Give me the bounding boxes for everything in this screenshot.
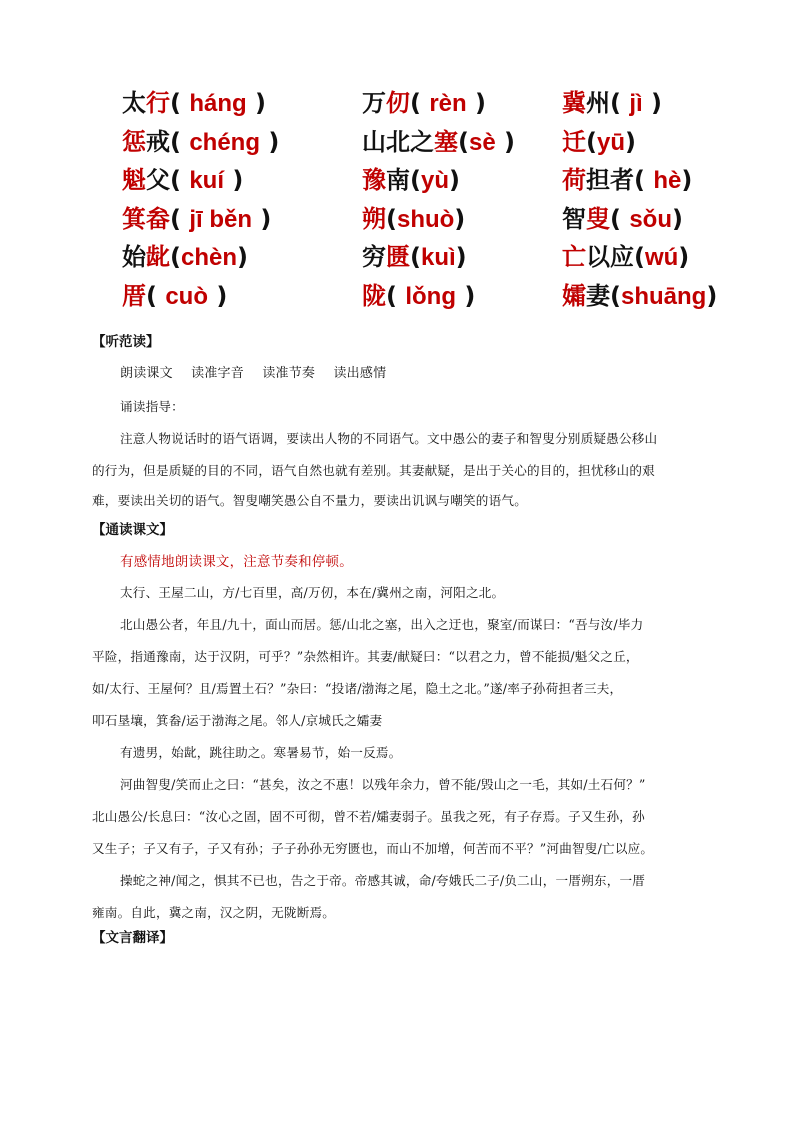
open-paren: (: [610, 204, 630, 233]
vocab-item: [362, 238, 467, 277]
vocab-highlighted-char: 荷: [562, 166, 586, 194]
text-line: 北山愚公/长息曰：“汝心之固，固不可彻，曾不若/孀妻弱子。虽我之死，有子存焉。子又生孙，孙: [92, 809, 645, 824]
open-paren: (: [146, 281, 166, 310]
close-paren: ): [466, 89, 487, 117]
open-paren: (: [458, 127, 469, 156]
vocab-pinyin: cuò: [165, 282, 208, 310]
close-paren: ): [624, 127, 636, 156]
close-paren: ): [455, 243, 467, 271]
vocab-word-part: 南: [386, 166, 410, 194]
vocab-word-part: 妻: [586, 281, 610, 310]
open-paren: (: [386, 281, 406, 310]
text-line: 河曲智叟/笑而止之曰：“甚矣，汝之不惠！以残年余力，曾不能/毁山之一毛，其如/土石何？”: [120, 777, 646, 792]
section-heading-translate: 【文言翻译】: [92, 930, 173, 946]
vocab-highlighted-char: 陇: [362, 281, 386, 310]
open-paren: (: [170, 127, 190, 156]
vocab-row: [122, 84, 742, 123]
vocab-row: [122, 123, 742, 162]
vocab-pinyin: hè: [653, 167, 682, 194]
open-paren: (: [610, 281, 621, 310]
close-paren: ): [678, 243, 690, 271]
vocab-word-part: 智: [562, 204, 586, 233]
vocab-highlighted-char: 塞: [434, 127, 458, 156]
close-paren: ): [681, 166, 693, 194]
vocab-row: [122, 200, 742, 239]
close-paren: ): [260, 127, 280, 156]
vocab-row: [122, 277, 742, 316]
vocab-pinyin: kuí: [189, 167, 225, 194]
text-line: 有遗男，始龀，跳往助之。寒暑易节，始一反焉。: [120, 745, 402, 760]
vocab-item: [562, 161, 692, 200]
vocab-highlighted-char: 豫: [362, 166, 386, 194]
vocab-pinyin: jì: [629, 90, 643, 117]
open-paren: (: [410, 243, 421, 271]
vocab-item: [122, 200, 271, 239]
close-paren: ): [224, 166, 244, 194]
vocab-highlighted-char: 龀: [146, 243, 170, 271]
open-paren: (: [386, 204, 397, 233]
vocab-pinyin: jī běn: [189, 205, 252, 233]
close-paren: ): [448, 166, 460, 194]
vocab-word-part: 以应: [586, 243, 634, 271]
vocab-pinyin: chéng: [189, 128, 261, 156]
vocab-item: [122, 84, 266, 123]
vocab-item: [562, 238, 689, 277]
vocab-highlighted-char: 惩: [122, 127, 146, 156]
vocab-row: [122, 161, 742, 200]
text-line: 北山愚公者，年且/九十，面山而居。惩/山北之塞，出入之迂也，聚室/而谋曰：“吾与汝/毕力: [120, 617, 644, 632]
close-paren: ): [454, 204, 466, 233]
vocab-word-part: 父: [146, 166, 170, 194]
close-paren: ): [208, 281, 228, 310]
vocab-pinyin: rèn: [429, 90, 467, 117]
guide-title: 诵读指导：: [120, 399, 184, 414]
vocab-highlighted-char: 叟: [586, 204, 610, 233]
vocab-pinyin: sè: [468, 128, 496, 156]
vocab-item: [122, 277, 227, 316]
vocab-word-part: 山北之: [362, 127, 434, 156]
section-heading-read: 【通读课文】: [92, 522, 173, 538]
vocab-item: [562, 84, 662, 123]
vocab-pinyin: sǒu: [629, 205, 672, 233]
vocab-pinyin: lǒng: [405, 282, 456, 310]
listen-items: [120, 362, 386, 381]
vocab-item: [362, 161, 460, 200]
vocab-item: [362, 277, 475, 316]
vocab-item: [362, 123, 515, 162]
vocab-word-part: 穷: [362, 243, 386, 271]
listen-item: 读准节奏: [262, 366, 316, 381]
open-paren: (: [170, 204, 190, 233]
vocab-pinyin: shuāng: [620, 282, 707, 310]
listen-item: 朗读课文: [120, 366, 173, 381]
vocab-word-part: 担者: [586, 166, 634, 194]
open-paren: (: [610, 89, 630, 117]
close-paren: ): [495, 127, 515, 156]
close-paren: ): [706, 281, 718, 310]
vocab-highlighted-char: 匮: [386, 243, 410, 271]
vocab-pinyin: kuì: [420, 244, 456, 271]
text-line: 叩石垦壤，箕畚/运于渤海之尾。邻人/京城氏之孀妻: [92, 713, 383, 728]
vocab-item: [562, 277, 717, 316]
vocab-pinyin: yū: [596, 128, 625, 156]
close-paren: ): [672, 204, 683, 233]
text-line: 雍南。自此，冀之南，汉之阴，无陇断焉。: [92, 905, 336, 920]
vocab-word-part: 万: [362, 89, 386, 117]
vocab-word-part: 始: [122, 243, 146, 271]
close-paren: ): [236, 243, 248, 271]
close-paren: ): [252, 204, 272, 233]
vocab-item: [362, 84, 486, 123]
vocab-pinyin: chèn: [180, 244, 237, 271]
vocab-item: [122, 123, 279, 162]
vocab-item: [362, 200, 465, 239]
vocab-item: [122, 238, 248, 277]
vocab-item: [562, 123, 636, 162]
vocab-highlighted-char: 亡: [562, 243, 586, 271]
vocab-highlighted-char: 冀: [562, 89, 586, 117]
vocab-word-part: 州: [586, 89, 610, 117]
vocab-pinyin: wú: [644, 244, 679, 271]
vocab-pinyin: shuò: [396, 205, 455, 233]
open-paren: (: [170, 89, 190, 117]
text-line: 操蛇之神/闻之，惧其不已也，告之于帝。帝感其诚，命/夸娥氏二子/负二山，一厝朔东，一厝: [120, 873, 646, 888]
read-instruction: 有感情地朗读课文，注意节奏和停顿。: [120, 554, 353, 570]
vocab-pinyin: yù: [420, 167, 449, 194]
guide-line: 的行为，但是质疑的目的不同，语气自然也就有差别。其妻献疑，是出于关心的目的，担忧移山的艰: [92, 463, 655, 478]
vocab-word-part: 太行: [122, 89, 170, 117]
open-paren: (: [634, 166, 654, 194]
text-line: 平险，指通豫南，达于汉阴，可乎？”杂然相许。其妻/献疑曰：“以君之力，曾不能损/魁父之丘，: [92, 649, 639, 664]
vocab-row: [122, 238, 742, 277]
text-line: 又生子；子又有子，子又有孙；子子孙孙无穷匮也，而山不加增，何苦而不平？”河曲智叟/亡以应。: [92, 841, 654, 856]
guide-line: 难，要读出关切的语气。智叟嘲笑愚公自不量力，要读出讥讽与嘲笑的语气。: [92, 493, 527, 508]
vocabulary-grid: [122, 84, 742, 315]
vocab-highlighted-char: 箕畚: [122, 204, 170, 233]
vocab-item: [562, 200, 683, 239]
vocab-item: [122, 161, 243, 200]
open-paren: (: [586, 127, 597, 156]
open-paren: (: [170, 243, 181, 271]
open-paren: (: [410, 166, 421, 194]
vocab-highlighted-char: 厝: [122, 281, 146, 310]
section-heading-listen: 【听范读】: [92, 334, 160, 350]
open-paren: (: [634, 243, 645, 271]
vocab-highlighted-char: 朔: [362, 204, 386, 233]
listen-item: 读出感情: [333, 366, 387, 381]
listen-item: 读准字音: [191, 366, 244, 381]
guide-line: 注意人物说话时的语气语调，要读出人物的不同语气。文中愚公的妻子和智叟分别质疑愚公移山: [120, 431, 658, 446]
vocab-pinyin: háng: [189, 90, 247, 117]
vocab-highlighted-char: 魁: [122, 166, 146, 194]
vocab-word-part: 戒: [146, 127, 170, 156]
text-line: 太行、王屋二山，方/七百里，高/万仞，本在/冀州之南，河阳之北。: [120, 585, 505, 600]
text-line: 如/太行、王屋何？且/焉置土石？”杂曰：“投诸/渤海之尾，隐土之北。”遂/率子孙荷担者三夫，: [92, 681, 623, 696]
vocab-highlighted-char: 仞: [386, 89, 410, 117]
open-paren: (: [410, 89, 430, 117]
close-paren: ): [246, 89, 266, 117]
close-paren: ): [455, 281, 476, 310]
vocab-highlighted-char: 迁: [562, 127, 586, 156]
open-paren: (: [170, 166, 190, 194]
vocab-highlighted-char: 孀: [562, 281, 586, 310]
close-paren: ): [642, 89, 662, 117]
